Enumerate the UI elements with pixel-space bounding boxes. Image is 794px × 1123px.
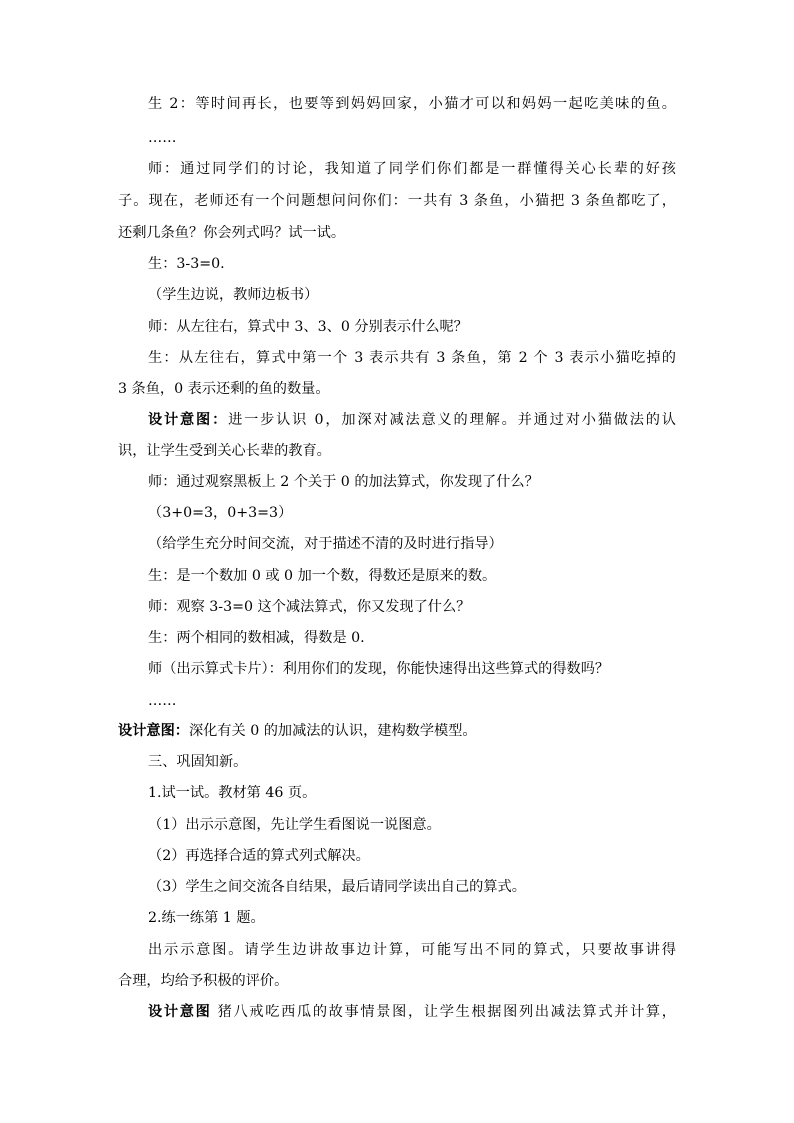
design-intent-label: 设计意图：: [148, 412, 229, 428]
design-intent-label: 设计意图：: [118, 723, 189, 739]
text-line: 出示示意图。请学生边讲故事边计算，可能写出不同的算式，只要故事讲得: [148, 942, 676, 958]
text-line: 3 条鱼，0 表示还剩的鱼的数量。: [118, 381, 330, 397]
text-line: 师：通过观察黑板上 2 个关于 0 的加法算式，你发现了什么？: [148, 474, 539, 490]
text-line: 生：3-3=0.: [148, 256, 225, 272]
text-line: 师（出示算式卡片）：利用你们的发现，你能快速得出这些算式的得数吗？: [148, 661, 610, 677]
text-line: 师：通过同学们的讨论，我知道了同学们你们都是一群懂得关心长辈的好孩: [148, 161, 676, 177]
design-intent-line: [118, 721, 477, 741]
text-line: （2）再选择合适的算式列式解决。: [148, 848, 370, 864]
text-line: 生：两个相同的数相减，得数是 0.: [148, 630, 365, 646]
text-line: 1.试一试。教材第 46 页。: [148, 785, 317, 801]
text-span: 进一步认识 0，加深对减法意义的理解。并通过对小猫做法的认: [228, 412, 676, 428]
text-line: 生 2：等时间再长，也要等到妈妈回家，小猫才可以和妈妈一起吃美味的鱼。: [148, 96, 676, 112]
text-line: （给学生充分时间交流，对于描述不清的及时进行指导）: [148, 536, 503, 552]
text-line: 2.练一练第 1 题。: [148, 910, 265, 926]
text-line: ……: [148, 693, 177, 709]
text-line: 子。现在，老师还有一个问题想问问你们：一共有 3 条鱼，小猫把 3 条鱼都吃了，: [118, 193, 676, 209]
text-span: 深化有关 0 的加减法的认识，建构数学模型。: [188, 723, 477, 739]
section-heading: 三、巩固知新。: [148, 754, 248, 770]
text-line: 合理，均给予积极的评价。: [118, 973, 289, 989]
text-line: 师：观察 3-3=0 这个减法算式，你又发现了什么？: [148, 599, 471, 615]
text-span: 猪八戒吃西瓜的故事情景图，让学生根据图列出减法算式并计算，: [211, 1004, 676, 1020]
design-intent-line: [148, 410, 676, 430]
design-intent-line: [148, 1002, 676, 1022]
text-line: 识，让学生受到关心长辈的教育。: [118, 443, 331, 459]
text-line: （学生边说，教师边板书）: [148, 287, 319, 303]
design-intent-label: 设计意图: [148, 1004, 212, 1020]
text-line: 生：从左往右，算式中第一个 3 表示共有 3 条鱼，第 2 个 3 表示小猫吃掉的: [148, 350, 676, 366]
text-line: （3）学生之间交流各自结果，最后请同学读出自己的算式。: [148, 879, 526, 895]
text-line: 师：从左往右，算式中 3、3、0 分别表示什么呢？: [148, 319, 468, 335]
text-line: 生：是一个数加 0 或 0 加一个数，得数还是原来的数。: [148, 568, 497, 584]
text-line: （1）出示示意图，先让学生看图说一说图意。: [148, 817, 441, 833]
text-line: 还剩几条鱼？你会列式吗？试一试。: [118, 225, 346, 241]
text-line: ……: [148, 130, 177, 146]
text-line: （3+0=3，0+3=3）: [148, 505, 293, 521]
